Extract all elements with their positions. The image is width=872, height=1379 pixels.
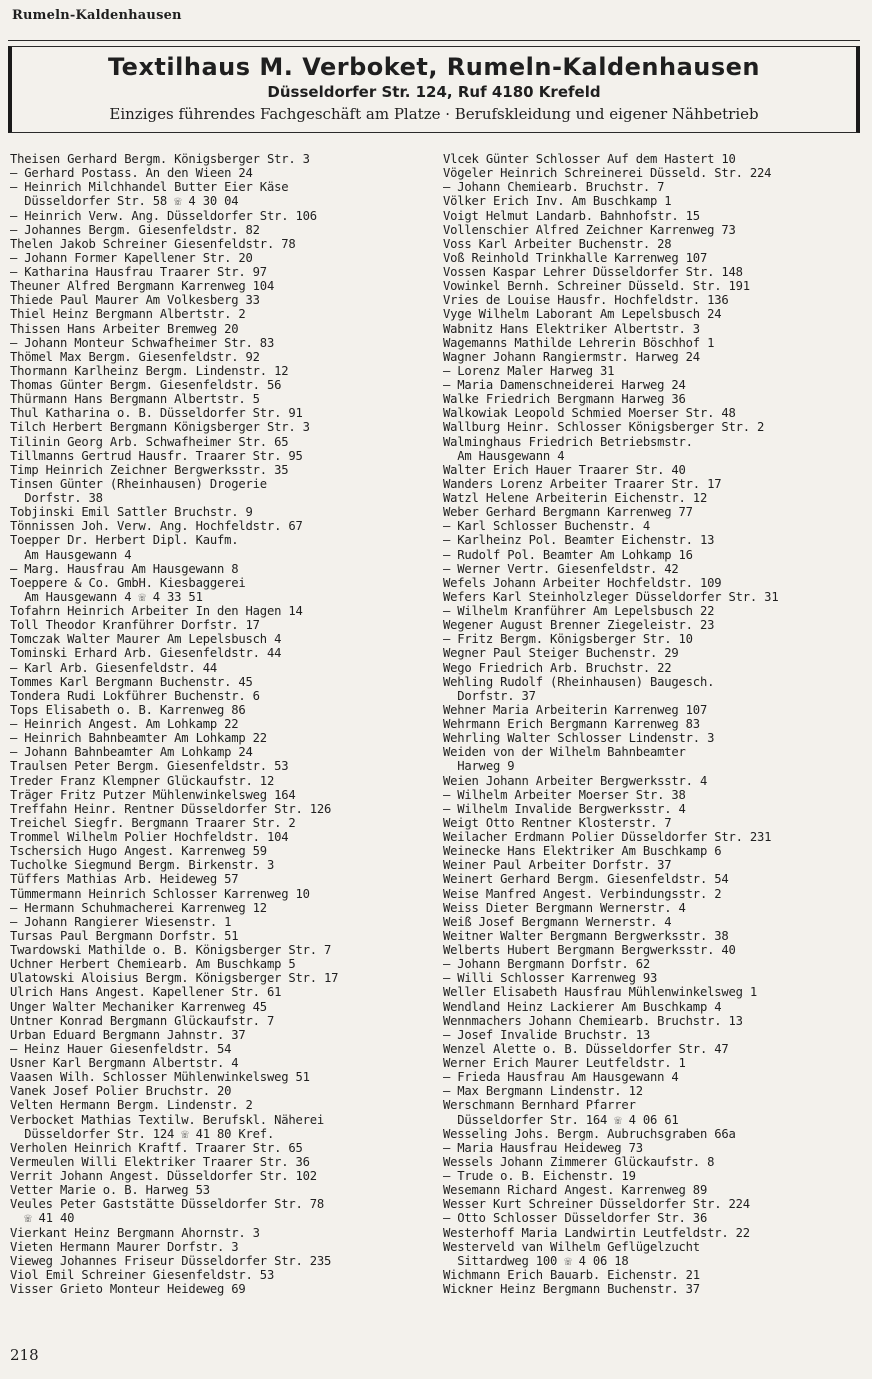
directory-entry: Voss Karl Arbeiter Buchenstr. 28	[443, 236, 672, 251]
directory-entry: Weien Johann Arbeiter Bergwerksstr. 4	[443, 773, 708, 788]
directory-entry: Vaasen Wilh. Schlosser Mühlenwinkelsweg 51	[10, 1070, 310, 1085]
page-number: 218	[10, 1346, 39, 1364]
directory-entry: — Maria Hausfrau Heideweg 73	[443, 1140, 643, 1155]
directory-entry: — Karl Arb. Giesenfeldstr. 44	[10, 660, 217, 675]
directory-entry: — Frieda Hausfrau Am Hausgewann 4	[443, 1070, 679, 1085]
header-rule	[8, 40, 860, 41]
directory-entry: Verholen Heinrich Kraftf. Traarer Str. 65	[10, 1140, 303, 1155]
directory-entry: Träger Fritz Putzer Mühlenwinkelsweg 164	[10, 787, 296, 802]
directory-entry: Wenzel Alette o. B. Düsseldorfer Str. 47	[443, 1041, 729, 1056]
directory-entry: Thormann Karlheinz Bergm. Lindenstr. 12	[10, 363, 289, 378]
directory-entry: Westerhoff Maria Landwirtin Leutfeldstr. 22	[443, 1225, 750, 1240]
directory-entry: Wickner Heinz Bergmann Buchenstr. 37	[443, 1282, 700, 1296]
directory-entry: Vowinkel Bernh. Schreiner Düsseld. Str. 191	[443, 279, 750, 294]
directory-entry: — Karl Schlosser Buchenstr. 4	[443, 519, 650, 534]
directory-entry: Treichel Siegfr. Bergmann Traarer Str. 2	[10, 815, 296, 830]
directory-entry: Wesser Kurt Schreiner Düsseldorfer Str. 224	[443, 1197, 750, 1212]
directory-entry: — Heinrich Verw. Ang. Düsseldorfer Str. 106	[10, 208, 317, 223]
ad-title: Textilhaus M. Verboket, Rumeln-Kaldenhausen	[107, 53, 760, 81]
directory-entry: Walkowiak Leopold Schmied Moerser Str. 48	[443, 406, 736, 421]
directory-entry: — Josef Invalide Bruchstr. 13	[443, 1027, 650, 1042]
directory-entry: Weiß Josef Bergmann Wernerstr. 4	[443, 914, 672, 929]
directory-entry: — Trude o. B. Eichenstr. 19	[443, 1169, 636, 1183]
directory-entry: — Wilhelm Arbeiter Moerser Str. 38	[443, 787, 686, 802]
directory-entry: Völker Erich Inv. Am Buschkamp 1	[443, 194, 672, 209]
directory-entry: — Johann Bahnbeamter Am Lohkamp 24	[10, 745, 253, 760]
directory-entry: Tillmanns Gertrud Hausfr. Traarer Str. 95	[10, 448, 303, 463]
directory-entry: Wegner Paul Steiger Buchenstr. 29	[443, 646, 679, 661]
directory-entry: Wehling Rudolf (Rheinhausen) Baugesch.	[443, 674, 715, 689]
directory-entry: Weiss Dieter Bergmann Wernerstr. 4	[443, 900, 686, 915]
directory-entry: — Hermann Schuhmacherei Karrenweg 12	[10, 900, 267, 915]
directory-entry: — Fritz Bergm. Königsberger Str. 10	[443, 632, 693, 647]
directory-entry: Düsseldorfer Str. 58 ☏ 4 30 04	[10, 194, 239, 209]
directory-entry: Usner Karl Bergmann Albertstr. 4	[10, 1056, 239, 1070]
directory-entry: Thürmann Hans Bergmann Albertstr. 5	[10, 392, 260, 407]
directory-entry: Tilch Herbert Bergmann Königsberger Str. 3	[10, 420, 310, 435]
directory-entry: Voigt Helmut Landarb. Bahnhofstr. 15	[443, 208, 700, 223]
ad-address: Düsseldorfer Str. 124, Ruf 4180 Krefeld	[267, 83, 601, 101]
directory-entry: Wegener August Brenner Ziegeleistr. 23	[443, 618, 715, 633]
directory-entry: Thul Katharina o. B. Düsseldorfer Str. 91	[10, 406, 303, 421]
directory-entry: Vögeler Heinrich Schreinerei Düsseld. Str. 224	[443, 166, 772, 181]
directory-entry: Wagemanns Mathilde Lehrerin Böschhof 1	[443, 335, 715, 350]
directory-entry: Visser Grieto Monteur Heideweg 69	[10, 1282, 246, 1296]
directory-entry: Unger Walter Mechaniker Karrenweg 45	[10, 999, 267, 1014]
directory-entry: Toeppere & Co. GmbH. Kiesbaggerei	[10, 575, 246, 590]
directory-entry: Vieten Hermann Maurer Dorfstr. 3	[10, 1239, 239, 1254]
directory-entry: Tilinin Georg Arb. Schwafheimer Str. 65	[10, 434, 289, 449]
directory-entry: Wallburg Heinr. Schlosser Königsberger Str. 2	[443, 420, 765, 435]
directory-entry: Thelen Jakob Schreiner Giesenfeldstr. 78	[10, 236, 296, 251]
directory-entry: Tops Elisabeth o. B. Karrenweg 86	[10, 702, 246, 717]
directory-entry: Weise Manfred Angest. Verbindungsstr. 2	[443, 886, 722, 901]
directory-entry: Wefels Johann Arbeiter Hochfeldstr. 109	[443, 575, 722, 590]
directory-entry: Weinecke Hans Elektriker Am Buschkamp 6	[443, 844, 722, 859]
directory-entry: — Werner Vertr. Giesenfeldstr. 42	[443, 561, 679, 576]
directory-entry: Wehrling Walter Schlosser Lindenstr. 3	[443, 731, 715, 746]
directory-entry: Tommes Karl Bergmann Buchenstr. 45	[10, 674, 253, 689]
directory-entry: Twardowski Mathilde o. B. Königsberger Str. 7	[10, 943, 332, 957]
directory-entry: Tucholke Siegmund Bergm. Birkenstr. 3	[10, 858, 275, 873]
directory-entry: Ulrich Hans Angest. Kapellener Str. 61	[10, 985, 282, 1000]
directory-entry: Tomczak Walter Maurer Am Lepelsbusch 4	[10, 632, 282, 647]
directory-entry: Wefers Karl Steinholzleger Düsseldorfer Str. 31	[443, 589, 779, 604]
directory-entry: Vetter Marie o. B. Harweg 53	[10, 1183, 210, 1198]
directory-entry: Tominski Erhard Arb. Giesenfeldstr. 44	[10, 646, 282, 661]
directory-entry: Vieweg Johannes Friseur Düsseldorfer Str. 235	[10, 1253, 332, 1268]
directory-entry: Düsseldorfer Str. 124 ☏ 41 80 Kref.	[10, 1126, 275, 1141]
directory-entry: — Rudolf Pol. Beamter Am Lohkamp 16	[443, 547, 693, 562]
advertisement-box	[8, 46, 860, 133]
directory-entry: Weigt Otto Rentner Klosterstr. 7	[443, 815, 672, 830]
directory-entry: Verrit Johann Angest. Düsseldorfer Str. 102	[10, 1169, 317, 1183]
directory-entry: Tursas Paul Bergmann Dorfstr. 51	[10, 928, 239, 943]
directory-entry: Tümmermann Heinrich Schlosser Karrenweg 10	[10, 886, 310, 901]
directory-entry: Dorfstr. 38	[10, 491, 103, 505]
directory-entry: Wanders Lorenz Arbeiter Traarer Str. 17	[443, 476, 722, 491]
directory-entry: Weitner Walter Bergmann Bergwerksstr. 38	[443, 928, 729, 943]
directory-entry: Wendland Heinz Lackierer Am Buschkamp 4	[443, 999, 722, 1014]
directory-entry: Wabnitz Hans Elektriker Albertstr. 3	[443, 321, 700, 336]
directory-entry: Wennmachers Johann Chemiearb. Bruchstr. 13	[443, 1013, 743, 1028]
directory-entry: Westerveld van Wilhelm Geflügelzucht	[443, 1239, 700, 1254]
directory-entry: Vollenschier Alfred Zeichner Karrenweg 73	[443, 222, 736, 237]
directory-entry: Untner Konrad Bergmann Glückaufstr. 7	[10, 1013, 275, 1028]
directory-entry: Thomas Günter Bergm. Giesenfeldstr. 56	[10, 378, 282, 392]
directory-entry: — Marg. Hausfrau Am Hausgewann 8	[10, 561, 239, 576]
directory-entry: Traulsen Peter Bergm. Giesenfeldstr. 53	[10, 759, 289, 774]
directory-entry: Uchner Herbert Chemiearb. Am Buschkamp 5	[10, 957, 296, 972]
directory-entry: — Johann Monteur Schwafheimer Str. 83	[10, 335, 275, 350]
ad-tagline: Einziges führendes Fachgeschäft am Platze · Berufskleidung und eigener Nähbetrieb	[109, 105, 759, 123]
directory-entry: Am Hausgewann 4 ☏ 4 33 51	[10, 589, 203, 604]
directory-entry: Toepper Dr. Herbert Dipl. Kaufm.	[10, 533, 239, 548]
directory-entry: Wagner Johann Rangiermstr. Harweg 24	[443, 349, 700, 364]
directory-entry: Ulatowski Aloisius Bergm. Königsberger Str. 17	[10, 971, 339, 986]
directory-entry: Weiner Paul Arbeiter Dorfstr. 37	[443, 858, 672, 873]
directory-entry: Dorfstr. 37	[443, 688, 536, 703]
directory-entry: Tschersich Hugo Angest. Karrenweg 59	[10, 844, 267, 859]
directory-entry: — Heinrich Milchhandel Butter Eier Käse	[10, 180, 289, 195]
directory-entry: — Wilhelm Invalide Bergwerksstr. 4	[443, 801, 686, 816]
directory-entry: Voß Reinhold Trinkhalle Karrenweg 107	[443, 250, 708, 265]
directory-entry: Vossen Kaspar Lehrer Düsseldorfer Str. 148	[443, 265, 743, 279]
directory-entry: Weilacher Erdmann Polier Düsseldorfer Str. 231	[443, 830, 772, 844]
directory-entry: Vlcek Günter Schlosser Auf dem Hastert 10	[443, 152, 736, 166]
directory-entry: Wesseling Johs. Bergm. Aubruchsgraben 66a	[443, 1126, 736, 1141]
directory-entry: Harweg 9	[443, 759, 515, 774]
directory-entry: — Willi Schlosser Karrenweg 93	[443, 971, 658, 986]
directory-entry: Weber Gerhard Bergmann Karrenweg 77	[443, 505, 693, 520]
directory-entry: Wehner Maria Arbeiterin Karrenweg 107	[443, 702, 708, 717]
directory-entry: Theisen Gerhard Bergm. Königsberger Str. 3	[10, 152, 310, 166]
directory-entry: Vierkant Heinz Bergmann Ahornstr. 3	[10, 1225, 260, 1240]
directory-entry: Weiden von der Wilhelm Bahnbeamter	[443, 745, 686, 760]
directory-entry: Tüffers Mathias Arb. Heideweg 57	[10, 872, 239, 887]
directory-entry: Sittardweg 100 ☏ 4 06 18	[443, 1253, 629, 1268]
directory-entry: — Heinz Hauer Giesenfeldstr. 54	[10, 1041, 232, 1056]
directory-entry: Walke Friedrich Bergmann Harweg 36	[443, 392, 686, 407]
directory-entry: Vanek Josef Polier Bruchstr. 20	[10, 1084, 232, 1099]
directory-entry: — Wilhelm Kranführer Am Lepelsbusch 22	[443, 604, 715, 618]
directory-entry: Vermeulen Willi Elektriker Traarer Str. 36	[10, 1154, 310, 1169]
directory-entry: Thiel Heinz Bergmann Albertstr. 2	[10, 307, 246, 322]
directory-entry: Wesemann Richard Angest. Karrenweg 89	[443, 1183, 708, 1198]
directory-entry: Wessels Johann Zimmerer Glückaufstr. 8	[443, 1154, 715, 1169]
directory-entry: — Gerhard Postass. An den Wieen 24	[10, 166, 253, 181]
directory-entry: Wichmann Erich Bauarb. Eichenstr. 21	[443, 1267, 700, 1282]
directory-entry: Tinsen Günter (Rheinhausen) Drogerie	[10, 476, 267, 491]
running-head: Rumeln-Kaldenhausen	[12, 8, 182, 23]
directory-entry: Weller Elisabeth Hausfrau Mühlenwinkelsweg 1	[443, 985, 758, 1000]
directory-entry: Am Hausgewann 4	[10, 547, 132, 562]
directory-entry: Werschmann Bernhard Pfarrer	[443, 1098, 636, 1113]
directory-entry: — Johann Chemiearb. Bruchstr. 7	[443, 180, 665, 195]
directory-column-left	[10, 152, 430, 1296]
directory-entry: Wehrmann Erich Bergmann Karrenweg 83	[443, 717, 700, 731]
directory-entry: Timp Heinrich Zeichner Bergwerksstr. 35	[10, 462, 289, 477]
directory-entry: — Katharina Hausfrau Traarer Str. 97	[10, 265, 267, 279]
directory-entry: Wego Friedrich Arb. Bruchstr. 22	[443, 660, 672, 675]
directory-entry: Thömel Max Bergm. Giesenfeldstr. 92	[10, 349, 260, 364]
directory-entry: Vyge Wilhelm Laborant Am Lepelsbusch 24	[443, 307, 722, 322]
directory-entry: Treffahn Heinr. Rentner Düsseldorfer Str. 126	[10, 801, 332, 816]
directory-entry: Tobjinski Emil Sattler Bruchstr. 9	[10, 505, 253, 520]
directory-entry: Theuner Alfred Bergmann Karrenweg 104	[10, 279, 275, 294]
directory-entry: Velten Hermann Bergm. Lindenstr. 2	[10, 1098, 253, 1113]
directory-entry: Viol Emil Schreiner Giesenfeldstr. 53	[10, 1267, 275, 1282]
directory-entry: Am Hausgewann 4	[443, 448, 565, 463]
directory-entry: Veules Peter Gaststätte Düsseldorfer Str. 78	[10, 1197, 325, 1212]
directory-entry: — Karlheinz Pol. Beamter Eichenstr. 13	[443, 533, 715, 548]
directory-entry: Düsseldorfer Str. 164 ☏ 4 06 61	[443, 1112, 679, 1127]
directory-entry: Trommel Wilhelm Polier Hochfeldstr. 104	[10, 830, 289, 844]
directory-entry: Tofahrn Heinrich Arbeiter In den Hagen 14	[10, 604, 303, 618]
directory-entry: Verbocket Mathias Textilw. Berufskl. Näherei	[10, 1112, 325, 1127]
directory-entry: — Maria Damenschneiderei Harweg 24	[443, 378, 686, 392]
directory-entry: Weinert Gerhard Bergm. Giesenfeldstr. 54	[443, 872, 729, 887]
directory-entry: Treder Franz Klempner Glückaufstr. 12	[10, 773, 275, 788]
directory-column-right	[443, 152, 868, 1296]
directory-entry: — Johann Bergmann Dorfstr. 62	[443, 957, 650, 972]
directory-entry: — Otto Schlosser Düsseldorfer Str. 36	[443, 1211, 708, 1226]
directory-entry: Welberts Hubert Bergmann Bergwerksstr. 40	[443, 943, 736, 957]
directory-entry: — Lorenz Maler Harweg 31	[443, 363, 615, 378]
directory-entry: — Johann Rangierer Wiesenstr. 1	[10, 914, 232, 929]
directory-entry: Walminghaus Friedrich Betriebsmstr.	[443, 434, 693, 449]
directory-entry: Vries de Louise Hausfr. Hochfeldstr. 136	[443, 293, 729, 308]
directory-entry: Watzl Helene Arbeiterin Eichenstr. 12	[443, 491, 708, 505]
directory-entry: — Johann Former Kapellener Str. 20	[10, 250, 253, 265]
directory-entry: Urban Eduard Bergmann Jahnstr. 37	[10, 1027, 246, 1042]
directory-entry: Tondera Rudi Lokführer Buchenstr. 6	[10, 688, 260, 703]
directory-entry: Werner Erich Maurer Leutfeldstr. 1	[443, 1056, 686, 1070]
directory-entry: — Max Bergmann Lindenstr. 12	[443, 1084, 643, 1099]
directory-entry: Thissen Hans Arbeiter Bremweg 20	[10, 321, 239, 336]
directory-entry: Toll Theodor Kranführer Dorfstr. 17	[10, 618, 260, 633]
directory-entry: Tönnissen Joh. Verw. Ang. Hochfeldstr. 67	[10, 519, 303, 534]
directory-entry: Thiede Paul Maurer Am Volkesberg 33	[10, 293, 260, 308]
directory-entry: — Johannes Bergm. Giesenfeldstr. 82	[10, 222, 260, 237]
directory-entry: ☏ 41 40	[10, 1211, 75, 1226]
directory-entry: — Heinrich Bahnbeamter Am Lohkamp 22	[10, 731, 267, 746]
directory-entry: Walter Erich Hauer Traarer Str. 40	[443, 462, 686, 477]
directory-entry: — Heinrich Angest. Am Lohkamp 22	[10, 717, 239, 731]
